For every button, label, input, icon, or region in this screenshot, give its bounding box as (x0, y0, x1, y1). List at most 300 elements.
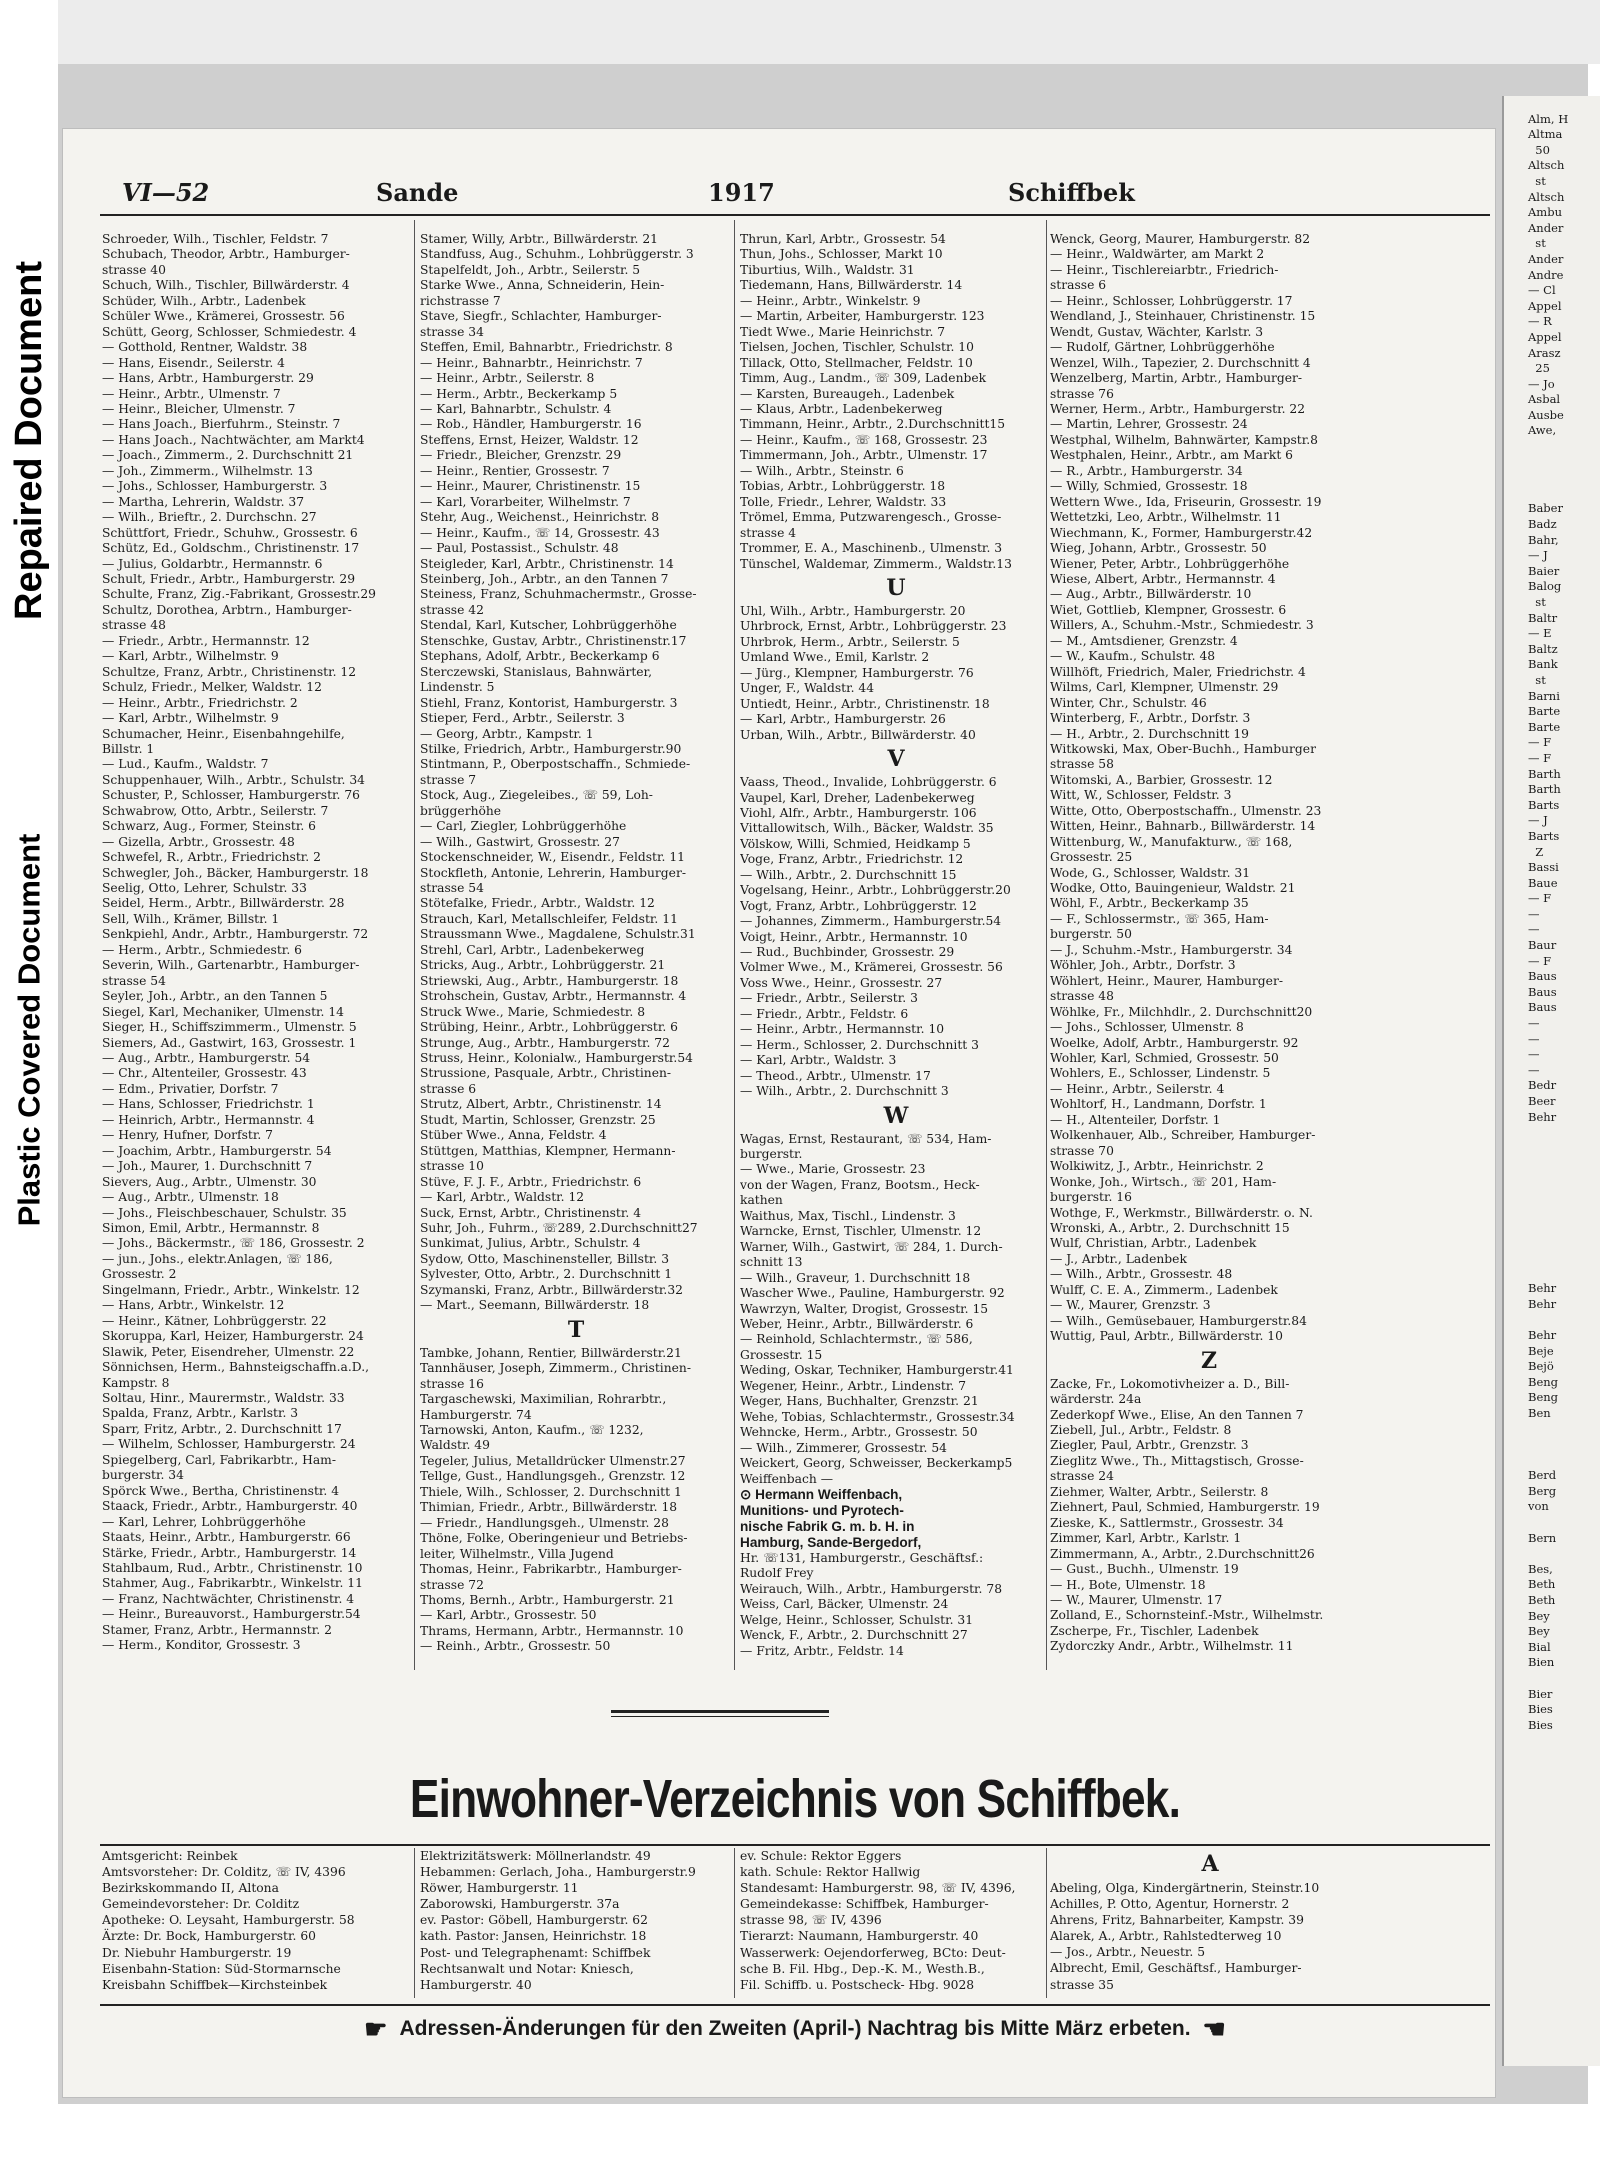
directory-entry: — Karl, Lehrer, Lohbrüggerhöhe (102, 1514, 306, 1529)
adjacent-page-fragment: — (1528, 1031, 1544, 1046)
directory-entry: Simon, Emil, Arbtr., Hermannstr. 8 (102, 1221, 320, 1235)
directory-entry: Spiegelberg, Carl, Fabrikarbtr., Ham- (102, 1452, 336, 1467)
directory-entry: Weiffenbach — (740, 1471, 833, 1486)
adjacent-page-fragment (1528, 1234, 1600, 1250)
directory-entry: — Reinh., Arbtr., Grossestr. 50 (420, 1639, 611, 1654)
directory-entry: Spalda, Franz, Arbtr., Karlstr. 3 (102, 1406, 299, 1421)
directory-entry: Wöhl, F., Arbtr., Beckerkamp 35 (1050, 896, 1249, 911)
directory-entry: Strauch, Karl, Metallschleifer, Feldstr. 11 (420, 911, 678, 926)
directory-entry: Stintmann, P., Oberpostschaffn., Schmiede- (420, 757, 691, 772)
directory-entry: Stieper, Ferd., Arbtr., Seilerstr. 3 (420, 711, 625, 726)
directory-entry: — Johs., Fleischbeschauer, Schulstr. 35 (102, 1205, 347, 1220)
adjacent-page-fragment: Bial (1528, 1639, 1551, 1654)
directory-entry: Trömel, Emma, Putzwarengesch., Grosse- (740, 510, 1002, 525)
adjacent-page-fragment: — (1528, 1047, 1544, 1062)
directory-entry: Vogelsang, Heinr., Arbtr., Lohbrüggerstr.20 (740, 883, 1011, 898)
directory-entry: Thomas, Heinr., Fabrikarbtr., Hamburger- (420, 1562, 682, 1577)
adjacent-page-fragment: Andre (1528, 267, 1564, 282)
directory-entry: — Wilh., Gemüsebauer, Hamburgerstr.84 (1050, 1313, 1307, 1328)
adjacent-page-fragment: Asbal (1528, 392, 1561, 407)
directory-entry: Untiedt, Heinr., Arbtr., Christinenstr. 18 (740, 696, 990, 711)
directory-entry: Timmann, Heinr., Arbtr., 2.Durchschnitt15 (740, 417, 1006, 432)
directory-entry: Zimmer, Karl, Arbtr., Karlstr. 1 (1050, 1531, 1242, 1546)
directory-entry: Abeling, Olga, Kindergärtnerin, Steinstr.10 (1050, 1881, 1320, 1895)
directory-entry: Lindenstr. 5 (420, 680, 495, 695)
adjacent-page-fragment: Beth (1528, 1593, 1556, 1607)
directory-entry: — Hans, Schlosser, Friedrichstr. 1 (102, 1097, 315, 1112)
directory-entry: — Friedr., Arbtr., Feldstr. 6 (740, 1006, 909, 1021)
directory-entry: Wenzelberg, Martin, Arbtr., Hamburger- (1050, 371, 1303, 386)
adjacent-page-fragment: Ben (1528, 1405, 1551, 1420)
directory-entry: — Fritz, Arbtr., Feldstr. 14 (740, 1643, 904, 1658)
advert-entry: ⊙ Hermann Weiffenbach, (740, 1486, 903, 1502)
directory-entry: — Jürg., Klempner, Hamburgerstr. 76 (740, 665, 974, 680)
adjacent-page-fragment (1528, 1156, 1600, 1172)
directory-entry: Steiness, Franz, Schuhmachermstr., Grosse- (420, 587, 697, 602)
adjacent-page-fragment (1528, 1515, 1600, 1531)
directory-entry: — Paul, Postassist., Schulstr. 48 (420, 541, 619, 556)
directory-entry: — Rudolf, Gärtner, Lohbrüggerhöhe (1050, 340, 1275, 355)
directory-entry: Röwer, Hamburgerstr. 11 (420, 1881, 579, 1896)
directory-entry: Schulz, Friedr., Melker, Waldstr. 12 (102, 680, 322, 695)
directory-entry: Schultze, Franz, Arbtr., Christinenstr. 12 (102, 664, 357, 679)
directory-entry: — Heinr., Arbtr., Seilerstr. 4 (1050, 1081, 1225, 1096)
adjacent-page-fragment: Beth (1528, 1577, 1556, 1592)
directory-entry: kath. Pastor: Jansen, Heinrichstr. 18 (420, 1929, 647, 1944)
directory-entry: Tillack, Otto, Stellmacher, Feldstr. 10 (740, 355, 973, 370)
residents-column-a (1050, 1848, 1370, 1993)
directory-entry: Stephans, Adolf, Arbtr., Beckerkamp 6 (420, 649, 660, 664)
directory-entry: Stüber Wwe., Anna, Feldstr. 4 (420, 1128, 607, 1143)
adjacent-page-fragment: Beng (1528, 1374, 1559, 1389)
adjacent-page-fragment: Arasz (1528, 345, 1561, 360)
section-letter: W (883, 1102, 909, 1129)
directory-entry: Ziegler, Paul, Arbtr., Grenzstr. 3 (1050, 1438, 1249, 1453)
adjacent-page-fragment: Bien (1528, 1655, 1555, 1670)
directory-entry: Zederkopf Wwe., Elise, An den Tannen 7 (1050, 1407, 1304, 1422)
directory-entry: Steinberg, Joh., Arbtr., an den Tannen 7 (420, 571, 669, 586)
adjacent-page-fragment: — F (1528, 891, 1552, 906)
pointing-hand-icon: ☛ (364, 2014, 388, 2044)
directory-entry: — Theod., Arbtr., Ulmenstr. 17 (740, 1068, 931, 1083)
directory-entry: — Johannes, Zimmerm., Hamburgerstr.54 (740, 914, 1002, 929)
directory-entry: — Rud., Buchbinder, Grossestr. 29 (740, 945, 955, 960)
directory-entry: Amtsgericht: Reinbek (102, 1849, 238, 1863)
directory-entry: Wolkiwitz, J., Arbtr., Heinrichstr. 2 (1050, 1159, 1264, 1174)
directory-entry: — Hans, Arbtr., Winkelstr. 12 (102, 1298, 285, 1313)
directory-entry: Schwarz, Aug., Former, Steinstr. 6 (102, 819, 316, 834)
adjacent-page-fragment: Barts (1528, 828, 1560, 843)
directory-entry: burgerstr. (740, 1147, 803, 1162)
directory-entry: Westphal, Wilhelm, Bahnwärter, Kampstr.8 (1050, 432, 1319, 447)
adjacent-page-fragment (1528, 1125, 1600, 1141)
directory-entry: — Karl, Arbtr., Wilhelmstr. 9 (102, 649, 279, 664)
directory-entry: Tarnowski, Anton, Kaufm., ☏ 1232, (420, 1422, 644, 1437)
directory-entry: Thöne, Folke, Oberingenieur und Betriebs- (420, 1531, 688, 1546)
directory-entry: Waithus, Max, Tischl., Lindenstr. 3 (740, 1208, 956, 1223)
directory-entry: burgerstr. 50 (1050, 927, 1132, 942)
directory-entry: strasse 48 (102, 618, 166, 633)
adjacent-page-fragment: Bern (1528, 1530, 1557, 1545)
directory-entry: Schüler Wwe., Krämerei, Grossestr. 56 (102, 309, 345, 324)
directory-entry: Wiese, Albert, Arbtr., Hermannstr. 4 (1050, 571, 1276, 586)
directory-entry: Umland Wwe., Emil, Karlstr. 2 (740, 650, 930, 665)
directory-entry: Ziehnert, Paul, Schmied, Hamburgerstr. 19 (1050, 1500, 1320, 1515)
directory-entry: Weickert, Georg, Schweisser, Beckerkamp5 (740, 1456, 1013, 1471)
title-rule (100, 1844, 1490, 1846)
directory-entry: strasse 34 (420, 324, 484, 339)
column-divider (414, 220, 415, 1670)
adjacent-page-fragment: Bahr, (1528, 532, 1559, 547)
section-letter: U (886, 574, 906, 601)
directory-entry: Wuttig, Paul, Arbtr., Billwärderstr. 10 (1050, 1329, 1283, 1344)
directory-entry: Amtsvorsteher: Dr. Colditz, ☏ IV, 4396 (102, 1865, 346, 1880)
directory-entry: Voigt, Heinr., Arbtr., Hermannstr. 10 (740, 929, 968, 944)
directory-entry: — Wilh., Zimmerer, Grossestr. 54 (740, 1440, 947, 1455)
directory-entry: Schubach, Theodor, Arbtr., Hamburger- (102, 247, 350, 262)
directory-entry: strasse 24 (1050, 1469, 1114, 1484)
directory-entry: Warner, Wilh., Gastwirt, ☏ 284, 1. Durch- (740, 1239, 1003, 1254)
directory-entry: — Karl, Arbtr., Grossestr. 50 (420, 1608, 597, 1623)
directory-entry: — H., Arbtr., 2. Durchschnitt 19 (1050, 726, 1249, 741)
directory-entry: Struss, Heinr., Kolonialw., Hamburgerstr.54 (420, 1051, 693, 1066)
adjacent-page-fragment: Appel (1528, 329, 1562, 344)
directory-entry: Werner, Herm., Arbtr., Hamburgerstr. 22 (1050, 401, 1306, 416)
directory-entry: Weirauch, Wilh., Arbtr., Hamburgerstr. 78 (740, 1581, 1003, 1596)
directory-entry: Vaass, Theod., Invalide, Lohbrüggerstr. 6 (740, 775, 997, 790)
directory-entry: Bezirkskommando II, Altona (102, 1881, 279, 1896)
adjacent-page-fragment: Bier (1528, 1686, 1553, 1701)
section-letter: A (1201, 1851, 1219, 1877)
directory-entry: Wiener, Peter, Arbtr., Lohbrüggerhöhe (1050, 556, 1290, 571)
directory-entry: Dr. Niebuhr Hamburgerstr. 19 (102, 1945, 292, 1960)
directory-entry: Thun, Johs., Schlosser, Markt 10 (740, 247, 943, 262)
directory-entry: Gemeindevorsteher: Dr. Colditz (102, 1897, 300, 1912)
adjacent-page-fragment: Appel (1528, 298, 1562, 313)
directory-entry: Spörck Wwe., Bertha, Christinenstr. 4 (102, 1483, 340, 1498)
directory-entry: burgerstr. 34 (102, 1468, 184, 1483)
adjacent-page-fragment: Barni (1528, 688, 1560, 703)
directory-entry: — Mart., Seemann, Billwärderstr. 18 (420, 1298, 650, 1313)
adjacent-page-fragment: — J (1528, 813, 1548, 828)
directory-entry: Wittenburg, W., Manufakturw., ☏ 168, (1050, 834, 1293, 849)
directory-entry: — Klaus, Arbtr., Ladenbekerweg (740, 401, 943, 416)
directory-entry: — M., Amtsdiener, Grenzstr. 4 (1050, 633, 1238, 648)
directory-entry: ev. Schule: Rektor Eggers (740, 1849, 902, 1863)
directory-entry: Stilke, Friedrich, Arbtr., Hamburgerstr.90 (420, 741, 682, 756)
directory-entry: Schulte, Franz, Zig.-Fabrikant, Grossestr.29 (102, 587, 377, 602)
adjacent-page-fragment (1528, 455, 1600, 471)
directory-entry: Sieger, H., Schiffszimmerm., Ulmenstr. 5 (102, 1020, 357, 1035)
directory-entry: Stendal, Karl, Kutscher, Lohbrüggerhöhe (420, 618, 677, 633)
directory-entry: Vogt, Franz, Arbtr., Lohbrüggerstr. 12 (740, 898, 977, 913)
adjacent-page-fragment: st (1528, 173, 1546, 188)
adjacent-page-fragment: Behr (1528, 1109, 1557, 1124)
directory-entry: Woelke, Adolf, Arbtr., Hamburgerstr. 92 (1050, 1035, 1299, 1050)
directory-entry: — Joh., Zimmerm., Wilhelmstr. 13 (102, 463, 313, 478)
directory-entry: — Carl, Ziegler, Lohbrüggerhöhe (420, 819, 627, 834)
plastic-covered-label: Plastic Covered Document (11, 833, 47, 1227)
adjacent-page-fragment: Altsch (1528, 158, 1565, 173)
directory-entry: Strohschein, Gustav, Arbtr., Hermannstr. 4 (420, 989, 687, 1004)
directory-entry: — Wilhelm, Schlosser, Hamburgerstr. 24 (102, 1437, 356, 1452)
directory-entry: strasse 40 (102, 262, 166, 277)
directory-entry: — Heinr., Waldwärter, am Markt 2 (1050, 247, 1265, 262)
directory-entry: — Joach., Zimmerm., 2. Durchschnitt 21 (102, 448, 354, 463)
directory-entry: — Gizella, Arbtr., Grossestr. 48 (102, 834, 295, 849)
authorities-column-3 (740, 1848, 1052, 1993)
adjacent-page-fragment: Baue (1528, 875, 1558, 890)
directory-entry: Standesamt: Hamburgerstr. 98, ☏ IV, 4396, (740, 1881, 1016, 1896)
directory-entry: kath. Schule: Rektor Hallwig (740, 1865, 921, 1880)
directory-entry: Wascher Wwe., Pauline, Hamburgerstr. 92 (740, 1286, 1005, 1301)
directory-column-4 (1050, 232, 1368, 1655)
adjacent-page-edge (1502, 96, 1600, 2066)
directory-entry: Zaborowski, Hamburgerstr. 37a (420, 1897, 620, 1912)
directory-entry: Wronski, A., Arbtr., 2. Durchschnitt 15 (1050, 1221, 1290, 1235)
directory-entry: strasse 35 (1050, 1977, 1114, 1992)
adjacent-page-fragment (1528, 1671, 1600, 1687)
directory-entry: strasse 98, ☏ IV, 4396 (740, 1913, 882, 1928)
adjacent-page-fragment: Barth (1528, 782, 1561, 797)
directory-entry: — Wilh., Arbtr., 2. Durchschnitt 15 (740, 867, 957, 882)
directory-entry: Eisenbahn-Station: Süd-Stormarnsche (102, 1961, 341, 1976)
directory-entry: Stahmer, Aug., Fabrikarbtr., Winkelstr. 11 (102, 1576, 363, 1591)
directory-entry: strasse 54 (102, 973, 166, 988)
directory-entry: Sylvester, Otto, Arbtr., 2. Durchschnitt 1 (420, 1267, 673, 1282)
directory-entry: strasse 58 (1050, 757, 1114, 772)
header-rule (100, 214, 1490, 216)
adjacent-page-fragment: — Cl (1528, 283, 1556, 298)
header-village: Schiffbek (1008, 178, 1135, 207)
directory-entry: strasse 72 (420, 1577, 484, 1592)
directory-entry: — Joachim, Arbtr., Hamburgerstr. 54 (102, 1143, 332, 1158)
directory-entry: Zimmermann, A., Arbtr., 2.Durchschnitt26 (1050, 1546, 1315, 1561)
directory-entry: Steffen, Emil, Bahnarbtr., Friedrichstr. 8 (420, 340, 673, 355)
advert-entry: nische Fabrik G. m. b. H. in (740, 1518, 915, 1534)
directory-entry: Stockenschneider, W., Eisendr., Feldstr. 11 (420, 850, 685, 865)
directory-entry: Grossestr. 25 (1050, 850, 1133, 865)
directory-entry: strasse 42 (420, 602, 484, 617)
directory-entry: — Wilh., Arbtr., Steinstr. 6 (740, 463, 904, 478)
directory-entry: Seelig, Otto, Lehrer, Schulstr. 33 (102, 881, 307, 896)
directory-entry: — Chr., Altenteiler, Grossestr. 43 (102, 1066, 307, 1081)
directory-entry: Strehl, Carl, Arbtr., Ladenbekerweg (420, 942, 645, 957)
directory-entry: — Karsten, Bureaugeh., Ladenbek (740, 386, 955, 401)
directory-entry: Weiss, Carl, Bäcker, Ulmenstr. 24 (740, 1597, 949, 1612)
directory-entry: Witten, Heinr., Bahnarb., Billwärderstr. 14 (1050, 819, 1316, 834)
adjacent-page-fragment: — (1528, 922, 1544, 937)
directory-entry: Wolkenhauer, Alb., Schreiber, Hamburger- (1050, 1128, 1316, 1143)
directory-entry: brüggerhöhe (420, 803, 502, 818)
adjacent-page-fragment: Baltz (1528, 641, 1558, 656)
notice-rule (100, 2004, 1490, 2006)
adjacent-page-fragment: Alm, H (1528, 111, 1569, 126)
directory-entry: — Friedr., Arbtr., Seilerstr. 3 (740, 991, 918, 1006)
directory-entry: — Wilh., Arbtr., Grossestr. 48 (1050, 1267, 1233, 1282)
directory-entry: Timmermann, Joh., Arbtr., Ulmenstr. 17 (740, 448, 988, 463)
directory-entry: — Heinr., Bureauvorst., Hamburgerstr.54 (102, 1607, 361, 1622)
directory-entry: Kreisbahn Schiffbek—Kirchsteinbek (102, 1977, 328, 1992)
directory-entry: — Hans Joach., Nachtwächter, am Markt4 (102, 432, 365, 447)
directory-entry: Stahlbaum, Rud., Arbtr., Christinenstr. 10 (102, 1560, 363, 1575)
directory-entry: Staack, Friedr., Arbtr., Hamburgerstr. 40 (102, 1499, 358, 1514)
adjacent-page-fragment: Beer (1528, 1094, 1556, 1108)
directory-entry: — Rob., Händler, Hamburgerstr. 16 (420, 417, 642, 432)
directory-entry: Voss Wwe., Heinr., Grossestr. 27 (740, 975, 943, 990)
advert-entry: Munitions- und Pyrotech- (740, 1502, 904, 1518)
directory-entry: Suck, Ernst, Arbtr., Christinenstr. 4 (420, 1205, 642, 1220)
directory-entry: Striewski, Aug., Arbtr., Hamburgerstr. 18 (420, 973, 679, 988)
directory-entry: — jun., Johs., elektr.Anlagen, ☏ 186, (102, 1251, 333, 1266)
adjacent-page-fragment (1528, 1172, 1600, 1188)
directory-entry: Stave, Siegfr., Schlachter, Hamburger- (420, 309, 662, 324)
directory-entry: Schwegler, Joh., Bäcker, Hamburgerstr. 18 (102, 865, 369, 880)
directory-entry: Thoms, Bernh., Arbtr., Hamburgerstr. 21 (420, 1592, 675, 1607)
directory-entry: Wendland, J., Steinhauer, Christinenstr. 15 (1050, 309, 1316, 324)
directory-entry: sche B. Fil. Hbg., Dep.-K. M., Westh.B., (740, 1961, 985, 1976)
directory-entry: Slawik, Peter, Eisendreher, Ulmenstr. 22 (102, 1344, 355, 1359)
directory-entry: Standfuss, Aug., Schuhm., Lohbrüggerstr. 3 (420, 247, 694, 262)
directory-entry: Sievers, Aug., Arbtr., Ulmenstr. 30 (102, 1174, 317, 1189)
directory-entry: — Jos., Arbtr., Neuestr. 5 (1050, 1945, 1206, 1960)
directory-entry: Seidel, Herm., Arbtr., Billwärderstr. 28 (102, 896, 345, 911)
directory-entry: Strutz, Albert, Arbtr., Christinenstr. 14 (420, 1097, 662, 1112)
directory-entry: Wenck, F., Arbtr., 2. Durchschnitt 27 (740, 1628, 968, 1643)
directory-entry: Winterberg, F., Arbtr., Dorfstr. 3 (1050, 711, 1251, 726)
adjacent-page-fragment: Altsch (1528, 189, 1565, 204)
directory-entry: Ziehmer, Walter, Arbtr., Seilerstr. 8 (1050, 1484, 1269, 1499)
adjacent-page-fragment: Bes, (1528, 1561, 1553, 1576)
directory-entry: — Henry, Hufner, Dorfstr. 7 (102, 1128, 273, 1143)
directory-entry: Tegeler, Julius, Metalldrücker Ulmenstr.27 (420, 1453, 686, 1468)
section-letter: V (887, 746, 905, 773)
directory-entry: — Aug., Arbtr., Ulmenstr. 18 (102, 1190, 279, 1205)
directory-entry: Hr. ☏131, Hamburgerstr., Geschäftsf.: (740, 1550, 984, 1565)
directory-entry: Staats, Heinr., Arbtr., Hamburgerstr. 66 (102, 1530, 351, 1545)
directory-entry: — Julius, Goldarbtr., Hermannstr. 6 (102, 556, 323, 571)
adjacent-page-fragment: Berg (1528, 1483, 1557, 1498)
directory-column-1 (102, 232, 412, 1654)
directory-entry: Senkpiehl, Andr., Arbtr., Hamburgerstr. 72 (102, 927, 369, 942)
adjacent-page-fragment: Bies (1528, 1702, 1553, 1717)
adjacent-page-fragment: Barts (1528, 797, 1560, 812)
directory-entry: — Wilh., Graveur, 1. Durchschnitt 18 (740, 1270, 971, 1285)
directory-entry: — Herm., Schlosser, 2. Durchschnitt 3 (740, 1037, 979, 1052)
adjacent-page-fragment: — F (1528, 953, 1552, 968)
directory-entry: Tielsen, Jochen, Tischler, Schulstr. 10 (740, 340, 974, 355)
column-divider (734, 220, 735, 1670)
directory-entry: Tiburtius, Wilh., Waldstr. 31 (740, 262, 915, 277)
directory-entry: — H., Bote, Ulmenstr. 18 (1050, 1577, 1206, 1592)
directory-entry: Schüder, Wilh., Arbtr., Ladenbek (102, 293, 306, 308)
adjacent-page-fragment: Baur (1528, 938, 1557, 953)
column-divider (414, 1848, 415, 1998)
directory-entry: Wothge, F., Werkmstr., Billwärderstr. o. N. (1050, 1205, 1313, 1220)
directory-entry: strasse 7 (420, 772, 477, 787)
section-letter: Z (1200, 1347, 1218, 1374)
directory-entry: — Herm., Konditor, Grossestr. 3 (102, 1638, 301, 1653)
directory-entry: Waldstr. 49 (420, 1438, 490, 1453)
directory-entry: — Heinr., Arbtr., Hermannstr. 10 (740, 1022, 945, 1037)
directory-entry: Kampstr. 8 (102, 1375, 170, 1390)
directory-entry: Strübing, Heinr., Arbtr., Lohbrüggerstr. 6 (420, 1020, 678, 1035)
directory-entry: Völskow, Willi, Schmied, Heidkamp 5 (740, 836, 971, 851)
directory-entry: Sönnichsen, Herm., Bahnsteigschaffn.a.D., (102, 1360, 370, 1375)
directory-entry: Schumacher, Heinr., Eisenbahngehilfe, (102, 726, 345, 741)
directory-entry: Uhl, Wilh., Arbtr., Hamburgerstr. 20 (740, 603, 966, 618)
directory-entry: von der Wagen, Franz, Bootsm., Heck- (740, 1177, 980, 1192)
directory-entry: Rudolf Frey (740, 1566, 814, 1581)
adjacent-page-fragment: Baus (1528, 984, 1557, 999)
directory-entry: Wohlers, E., Schlosser, Lindenstr. 5 (1050, 1066, 1271, 1081)
directory-entry: Szymanski, Franz, Arbtr., Billwärderstr.32 (420, 1282, 683, 1297)
directory-entry: Grossestr. 15 (740, 1347, 823, 1362)
directory-entry: Schuch, Wilh., Tischler, Billwärderstr. 4 (102, 278, 350, 293)
adjacent-page-fragment (1528, 1141, 1600, 1157)
directory-entry: Starke Wwe., Anna, Schneiderin, Hein- (420, 278, 665, 293)
directory-entry: Grossestr. 2 (102, 1267, 177, 1282)
adjacent-page-fragment: — F (1528, 750, 1552, 765)
directory-entry: Struck Wwe., Marie, Schmiedestr. 8 (420, 1004, 646, 1019)
directory-entry: Volmer Wwe., M., Krämerei, Grossestr. 56 (740, 960, 1003, 975)
directory-entry: Wulff, C. E. A., Zimmerm., Ladenbek (1050, 1282, 1278, 1297)
directory-entry: Tiedt Wwe., Marie Heinrichstr. 7 (740, 324, 946, 339)
adjacent-page-fragment: — Jo (1528, 376, 1555, 391)
notice-text: Adressen-Änderungen für den Zweiten (April-) Nachtrag bis Mitte März erbeten. (399, 2017, 1191, 2040)
directory-entry: Wodke, Otto, Bauingenieur, Waldstr. 21 (1050, 881, 1296, 896)
directory-entry: Wiet, Gottlieb, Klempner, Grossestr. 6 (1050, 602, 1287, 617)
directory-entry: — Martin, Arbeiter, Hamburgerstr. 123 (740, 309, 985, 324)
directory-entry: — W., Kaufm., Schulstr. 48 (1050, 649, 1216, 664)
directory-entry: strasse 6 (1050, 278, 1107, 293)
directory-entry: strasse 76 (1050, 386, 1114, 401)
directory-entry: Vaupel, Karl, Dreher, Ladenbekerweg (740, 790, 975, 805)
directory-entry: — Gotthold, Rentner, Waldstr. 38 (102, 340, 308, 355)
directory-entry: — Heinr., Kaufm., ☏ 168, Grossestr. 23 (740, 432, 988, 447)
adjacent-page-fragment: — R (1528, 314, 1552, 329)
directory-entry: Alarek, A., Arbtr., Rahlstedterweg 10 (1050, 1929, 1282, 1944)
archive-label-strip (0, 0, 58, 2177)
directory-entry: Schwefel, R., Arbtr., Friedrichstr. 2 (102, 850, 321, 865)
directory-entry: Severin, Wilh., Gartenarbtr., Hamburger- (102, 958, 360, 973)
directory-entry: Rechtsanwalt und Notar: Kniesch, (420, 1961, 634, 1976)
directory-entry: — Wwe., Marie, Grossestr. 23 (740, 1162, 926, 1177)
directory-entry: — Hans, Arbtr., Hamburgerstr. 29 (102, 371, 314, 386)
adjacent-page-fragment: Bank (1528, 657, 1558, 672)
directory-entry: — Wilh., Arbtr., 2. Durchschnitt 3 (740, 1084, 949, 1099)
directory-column-3 (740, 232, 1052, 1659)
directory-entry: — Heinr., Bleicher, Ulmenstr. 7 (102, 401, 296, 416)
directory-entry: Tambke, Johann, Rentier, Billwärderstr.21 (420, 1345, 682, 1360)
directory-entry: wärderstr. 24a (1050, 1392, 1142, 1407)
adjacent-page-fragment (1528, 1453, 1600, 1469)
directory-entry: Albrecht, Emil, Geschäftsf., Hamburger- (1050, 1961, 1302, 1976)
adjacent-page-fragment (1528, 96, 1600, 112)
directory-entry: kathen (740, 1193, 783, 1208)
directory-entry: Welge, Heinr., Schlosser, Schulstr. 31 (740, 1612, 974, 1627)
directory-entry: Wawrzyn, Walter, Drogist, Grossestr. 15 (740, 1301, 989, 1316)
directory-entry: Suhr, Joh., Fuhrm., ☏289, 2.Durchschnitt27 (420, 1221, 698, 1235)
directory-entry: Schuster, P., Schlosser, Hamburgerstr. 76 (102, 788, 360, 803)
directory-entry: Stiehl, Franz, Kontorist, Hamburgerstr. 3 (420, 695, 678, 710)
directory-entry: Tolle, Friedr., Lehrer, Waldstr. 33 (740, 494, 947, 509)
adjacent-page-fragment: Ander (1528, 251, 1564, 266)
directory-entry: Sparr, Fritz, Arbtr., 2. Durchschnitt 17 (102, 1421, 342, 1436)
directory-entry: Singelmann, Friedr., Arbtr., Winkelstr. 12 (102, 1282, 360, 1297)
adjacent-page-fragment: Bejö (1528, 1359, 1554, 1374)
directory-entry: Uhrbrok, Herm., Arbtr., Seilerstr. 5 (740, 634, 960, 649)
